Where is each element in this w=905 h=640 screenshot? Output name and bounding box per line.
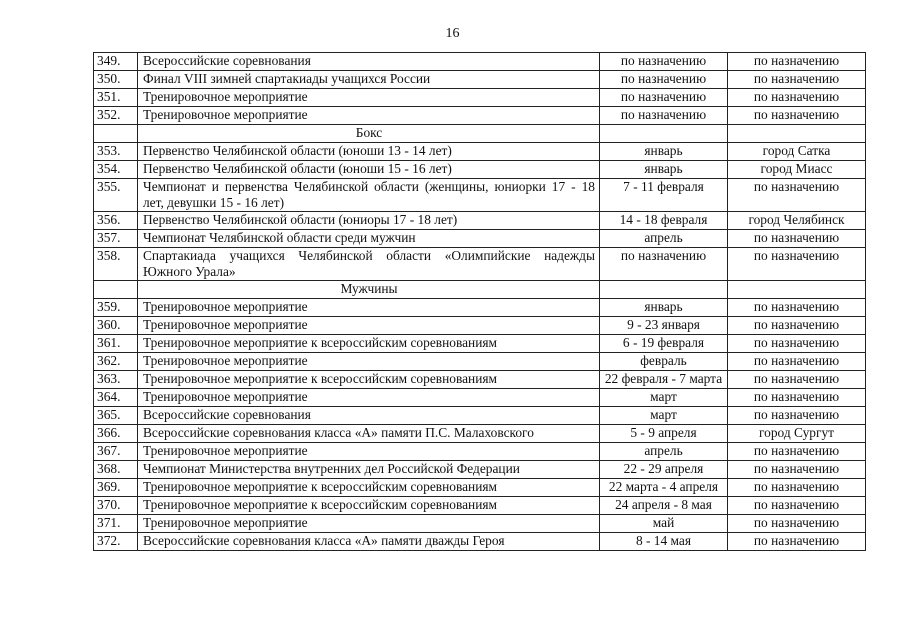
event-date: февраль <box>600 353 728 371</box>
section-header-row <box>94 125 866 143</box>
row-number: 364. <box>94 389 138 407</box>
table-row <box>94 443 866 461</box>
row-number: 354. <box>94 161 138 179</box>
event-place: по назначению <box>728 371 866 389</box>
table-row <box>94 461 866 479</box>
event-place: по назначению <box>728 71 866 89</box>
event-date: 7 - 11 февраля <box>600 179 728 212</box>
event-place: город Сургут <box>728 425 866 443</box>
event-place: по назначению <box>728 353 866 371</box>
event-place: по назначению <box>728 248 866 281</box>
row-number: 352. <box>94 107 138 125</box>
table-row <box>94 389 866 407</box>
event-name: Тренировочное мероприятие к всероссийским соревнованиям <box>138 479 600 497</box>
table-row <box>94 425 866 443</box>
table-row <box>94 89 866 107</box>
event-date: март <box>600 389 728 407</box>
event-place: по назначению <box>728 89 866 107</box>
event-name: Всероссийские соревнования класса «А» памяти П.С. Малаховского <box>138 425 600 443</box>
events-table <box>93 52 866 551</box>
event-place: город Сатка <box>728 143 866 161</box>
event-name: Тренировочное мероприятие <box>138 443 600 461</box>
event-date <box>600 281 728 299</box>
event-name: Тренировочное мероприятие <box>138 515 600 533</box>
event-date: 6 - 19 февраля <box>600 335 728 353</box>
event-place: город Челябинск <box>728 212 866 230</box>
table-row <box>94 161 866 179</box>
event-date: по назначению <box>600 71 728 89</box>
row-number: 372. <box>94 533 138 551</box>
event-place <box>728 281 866 299</box>
row-number: 360. <box>94 317 138 335</box>
event-date: 24 апреля - 8 мая <box>600 497 728 515</box>
event-place: по назначению <box>728 317 866 335</box>
table-row <box>94 479 866 497</box>
event-place <box>728 125 866 143</box>
event-date: по назначению <box>600 107 728 125</box>
row-number: 368. <box>94 461 138 479</box>
row-number: 351. <box>94 89 138 107</box>
event-place: по назначению <box>728 515 866 533</box>
table-row <box>94 533 866 551</box>
event-date: январь <box>600 143 728 161</box>
event-date: 22 марта - 4 апреля <box>600 479 728 497</box>
event-place: по назначению <box>728 479 866 497</box>
event-place: по назначению <box>728 407 866 425</box>
row-number: 366. <box>94 425 138 443</box>
table-row <box>94 230 866 248</box>
event-name: Всероссийские соревнования класса «А» памяти дважды Героя <box>138 533 600 551</box>
table-row <box>94 179 866 212</box>
table-row <box>94 71 866 89</box>
row-number: 355. <box>94 179 138 212</box>
table-row <box>94 407 866 425</box>
event-name: Первенство Челябинской области (юноши 13 - 14 лет) <box>138 143 600 161</box>
event-name: Тренировочное мероприятие <box>138 353 600 371</box>
table-row <box>94 107 866 125</box>
event-name: Тренировочное мероприятие <box>138 299 600 317</box>
table-row <box>94 299 866 317</box>
table-row <box>94 317 866 335</box>
event-date: май <box>600 515 728 533</box>
row-number: 353. <box>94 143 138 161</box>
event-date: март <box>600 407 728 425</box>
event-date: 22 - 29 апреля <box>600 461 728 479</box>
page-number: 16 <box>445 26 460 41</box>
event-date: по назначению <box>600 89 728 107</box>
table-row <box>94 53 866 71</box>
event-place: город Миасс <box>728 161 866 179</box>
row-number: 369. <box>94 479 138 497</box>
table-row <box>94 497 866 515</box>
event-place: по назначению <box>728 443 866 461</box>
section-header-row <box>94 281 866 299</box>
event-name: Всероссийские соревнования <box>138 407 600 425</box>
event-date: 9 - 23 января <box>600 317 728 335</box>
event-name: Всероссийские соревнования <box>138 53 600 71</box>
event-date: по назначению <box>600 248 728 281</box>
event-date: январь <box>600 299 728 317</box>
row-number: 358. <box>94 248 138 281</box>
row-number: 371. <box>94 515 138 533</box>
section-title: Бокс <box>138 125 600 143</box>
table-row <box>94 371 866 389</box>
event-place: по назначению <box>728 107 866 125</box>
event-name: Первенство Челябинской области (юноши 15 - 16 лет) <box>138 161 600 179</box>
event-name: Чемпионат Министерства внутренних дел Российской Федерации <box>138 461 600 479</box>
event-date <box>600 125 728 143</box>
row-number <box>94 281 138 299</box>
table-row <box>94 335 866 353</box>
event-name: Чемпионат и первенства Челябинской области (женщины, юниорки 17 - 18 лет, девушки 15 - 16 лет) <box>138 179 600 212</box>
event-place: по назначению <box>728 179 866 212</box>
row-number: 356. <box>94 212 138 230</box>
event-place: по назначению <box>728 461 866 479</box>
event-name: Финал VIII зимней спартакиады учащихся России <box>138 71 600 89</box>
row-number: 361. <box>94 335 138 353</box>
event-date: 8 - 14 мая <box>600 533 728 551</box>
row-number: 349. <box>94 53 138 71</box>
event-date: 14 - 18 февраля <box>600 212 728 230</box>
event-place: по назначению <box>728 389 866 407</box>
event-name: Тренировочное мероприятие к всероссийским соревнованиям <box>138 497 600 515</box>
event-date: 5 - 9 апреля <box>600 425 728 443</box>
event-place: по назначению <box>728 230 866 248</box>
event-name: Спартакиада учащихся Челябинской области «Олимпийские надежды Южного Урала» <box>138 248 600 281</box>
event-name: Чемпионат Челябинской области среди мужчин <box>138 230 600 248</box>
event-name: Тренировочное мероприятие к всероссийским соревнованиям <box>138 371 600 389</box>
table-row <box>94 353 866 371</box>
row-number: 350. <box>94 71 138 89</box>
event-name: Тренировочное мероприятие к всероссийским соревнованиям <box>138 335 600 353</box>
event-date: январь <box>600 161 728 179</box>
row-number: 367. <box>94 443 138 461</box>
event-date: 22 февраля - 7 марта <box>600 371 728 389</box>
event-place: по назначению <box>728 533 866 551</box>
event-place: по назначению <box>728 335 866 353</box>
table-row <box>94 212 866 230</box>
row-number: 357. <box>94 230 138 248</box>
table-row <box>94 143 866 161</box>
event-name: Первенство Челябинской области (юниоры 17 - 18 лет) <box>138 212 600 230</box>
event-name: Тренировочное мероприятие <box>138 107 600 125</box>
row-number: 362. <box>94 353 138 371</box>
event-date: по назначению <box>600 53 728 71</box>
event-name: Тренировочное мероприятие <box>138 389 600 407</box>
event-name: Тренировочное мероприятие <box>138 317 600 335</box>
row-number: 365. <box>94 407 138 425</box>
row-number <box>94 125 138 143</box>
row-number: 359. <box>94 299 138 317</box>
event-place: по назначению <box>728 299 866 317</box>
row-number: 370. <box>94 497 138 515</box>
table-row <box>94 515 866 533</box>
event-date: апрель <box>600 443 728 461</box>
table-row <box>94 248 866 281</box>
row-number: 363. <box>94 371 138 389</box>
event-name: Тренировочное мероприятие <box>138 89 600 107</box>
section-title: Мужчины <box>138 281 600 299</box>
event-date: апрель <box>600 230 728 248</box>
event-place: по назначению <box>728 53 866 71</box>
event-place: по назначению <box>728 497 866 515</box>
